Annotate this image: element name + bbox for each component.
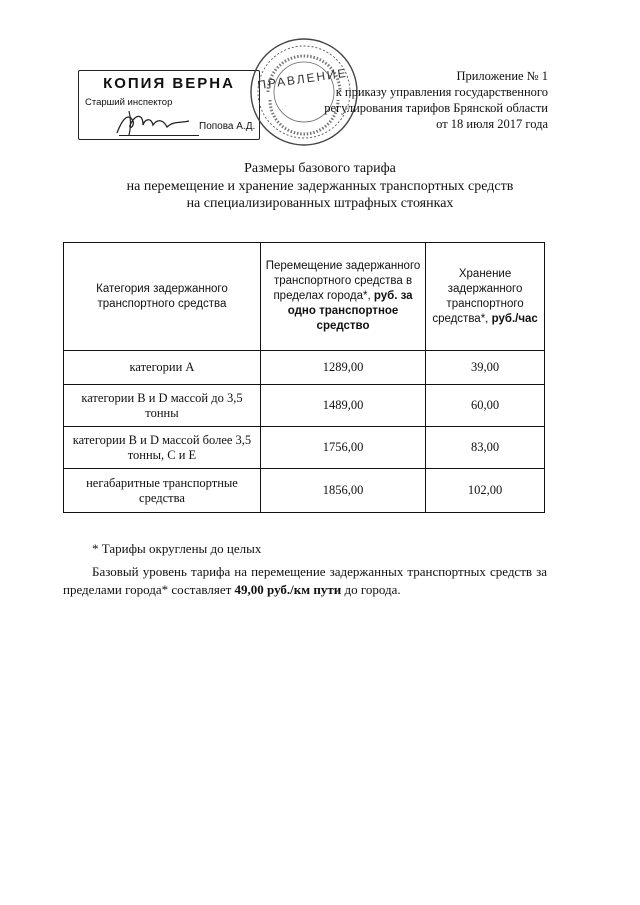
title-line-2: на перемещение и хранение задержанных транспортных средств — [126, 178, 514, 194]
appendix-line-1: Приложение № 1 — [456, 69, 548, 83]
cell-store: 39,00 — [426, 351, 545, 385]
paragraph-rate: 49,00 руб./км пути — [234, 582, 342, 597]
appendix-line-4: от 18 июля 2017 года — [436, 117, 548, 131]
table-row — [64, 427, 545, 469]
cell-category: категории B и D массой до 3,5 тонны — [64, 385, 261, 427]
appendix-header — [324, 68, 548, 132]
title-line-1: Размеры базового тарифа — [244, 161, 396, 176]
cell-move: 1856,00 — [260, 469, 425, 513]
header-category — [64, 243, 261, 351]
seal-text: ПРАВЛЕНИЕ — [256, 65, 349, 93]
header-store — [426, 243, 545, 351]
certified-copy-stamp — [78, 70, 260, 140]
header-store-label: Хранение задержанного транспортного средства*, — [432, 267, 524, 325]
document-title — [0, 160, 640, 213]
paragraph-text-1: Базовый уровень тарифа на перемещение задержанных транспортных средств за пределами города* — [63, 564, 547, 597]
table-row — [64, 351, 545, 385]
cell-move: 1756,00 — [260, 427, 425, 469]
copy-stamp-title: КОПИЯ ВЕРНА — [103, 75, 235, 92]
cell-store: 83,00 — [426, 427, 545, 469]
cell-move: 1489,00 — [260, 385, 425, 427]
header-category-label: Категория задержанного транспортного средства — [96, 282, 228, 310]
copy-stamp-position: Старший инспектор — [85, 97, 173, 108]
handwritten-signature — [109, 107, 199, 137]
cell-category: негабаритные транспортные средства — [64, 469, 261, 513]
cell-category: категории B и D массой более 3,5 тонны, С и Е — [64, 427, 261, 469]
paragraph-text-3: до города. — [344, 582, 401, 597]
table-row — [64, 385, 545, 427]
header-move-unit: руб. за одно транспортное средство — [287, 290, 413, 332]
header-move-label: Перемещение задержанного транспортного средства в пределах города*, — [265, 260, 421, 302]
signature-line — [119, 135, 199, 136]
cell-category: категории А — [64, 351, 261, 385]
cell-store: 60,00 — [426, 385, 545, 427]
tariff-table — [63, 242, 545, 513]
footnote: * Тарифы округлены до целых — [92, 541, 262, 556]
base-rate-paragraph — [63, 563, 547, 599]
table-row — [64, 469, 545, 513]
cell-store: 102,00 — [426, 469, 545, 513]
title-line-3: на специализированных штрафных стоянках — [186, 196, 454, 211]
header-store-unit: руб./час — [491, 312, 538, 325]
appendix-line-3: регулирования тарифов Брянской области — [324, 101, 548, 115]
paragraph-text-2: составляет — [171, 582, 232, 597]
copy-stamp-name: Попова А.Д. — [199, 121, 256, 132]
appendix-line-2: к приказу управления государственного — [335, 85, 548, 99]
cell-move: 1289,00 — [260, 351, 425, 385]
table-header-row — [64, 243, 545, 351]
header-move — [260, 243, 425, 351]
